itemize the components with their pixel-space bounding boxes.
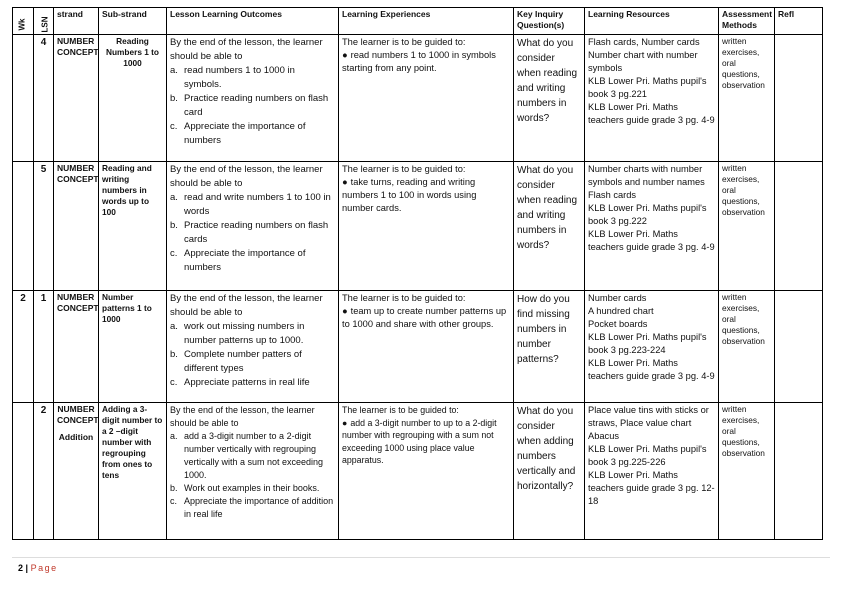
- experience-text: take turns, reading and writing numbers 1 to 100 in words using number cards.: [342, 177, 477, 213]
- reflection-cell[interactable]: [775, 403, 823, 540]
- outcome-item: [170, 92, 335, 120]
- outcomes-intro: By the end of the lesson, the learner should be able to: [170, 37, 323, 62]
- assessment-item: questions,: [722, 325, 760, 335]
- assessment-cell: [719, 403, 775, 540]
- header-week-label: Wk: [17, 18, 27, 31]
- outcome-item: [170, 120, 335, 148]
- assessment-item: observation: [722, 448, 765, 458]
- assessment-cell: [719, 291, 775, 403]
- outcomes-intro: By the end of the lesson, the learner should be able to: [170, 164, 323, 189]
- bullet-icon: ●: [342, 306, 348, 316]
- outcome-marker: c.: [170, 121, 178, 132]
- assessment-item: written: [722, 292, 747, 302]
- resources-cell: [585, 403, 719, 540]
- lesson-cell: 5: [34, 162, 54, 291]
- experience-text: read numbers 1 to 1000 in symbols starting from any point.: [342, 50, 496, 73]
- outcomes-list: [170, 430, 335, 521]
- substrand-cell: Number patterns 1 to 1000: [99, 291, 167, 403]
- header-outcomes: Lesson Learning Outcomes: [167, 8, 339, 35]
- assessment-item: oral: [722, 58, 736, 68]
- bullet-icon: ●: [342, 50, 348, 60]
- outcomes-cell: [167, 291, 339, 403]
- header-strand: strand: [54, 8, 99, 35]
- header-assessment: Assessment Methods: [719, 8, 775, 35]
- outcome-marker: c.: [170, 496, 178, 506]
- resource-item: KLB Lower Pri. Maths pupil's book 3 pg.223-224: [588, 332, 707, 355]
- outcome-item: [170, 191, 335, 219]
- inquiry-cell: What do you consider when reading and writing numbers in words?: [514, 162, 585, 291]
- assessment-item: oral: [722, 185, 736, 195]
- outcome-item: [170, 482, 335, 495]
- resource-item: Flash cards, Number cards: [588, 37, 700, 47]
- resource-item: KLB Lower Pri. Maths teachers guide grade 3 pg. 4-9: [588, 102, 715, 125]
- header-lesson-label: LSN: [40, 16, 50, 33]
- bullet-icon: ●: [342, 417, 348, 428]
- resource-item: KLB Lower Pri. Maths teachers guide grade 3 pg. 4-9: [588, 358, 715, 381]
- experience-cell: [339, 291, 514, 403]
- lesson-cell: 4: [34, 35, 54, 162]
- strand-cell: [54, 403, 99, 540]
- experience-cell: [339, 403, 514, 540]
- outcome-item: [170, 247, 335, 275]
- outcomes-cell: [167, 35, 339, 162]
- bullet-icon: ●: [342, 177, 348, 187]
- outcome-item: [170, 495, 335, 521]
- outcome-text: Practice reading numbers on flash cards: [184, 220, 329, 245]
- outcome-marker: b.: [170, 483, 178, 493]
- outcome-text: read and write numbers 1 to 100 in words: [184, 192, 331, 217]
- resource-item: KLB Lower Pri. Maths teachers guide grade 3 pg. 4-9: [588, 229, 715, 252]
- reflection-cell[interactable]: [775, 35, 823, 162]
- experience-cell: [339, 162, 514, 291]
- header-reflection: Refl: [775, 8, 823, 35]
- outcome-marker: c.: [170, 377, 178, 388]
- scheme-of-work-table: [12, 7, 823, 540]
- outcome-text: work out missing numbers in number patterns up to 1000.: [184, 321, 305, 346]
- assessment-item: exercises,: [722, 47, 760, 57]
- reflection-cell[interactable]: [775, 162, 823, 291]
- outcome-marker: a.: [170, 431, 178, 441]
- outcome-item: [170, 376, 335, 390]
- resource-item: KLB Lower Pri. Maths pupil's book 3 pg.221: [588, 76, 707, 99]
- resources-cell: [585, 291, 719, 403]
- assessment-item: observation: [722, 80, 765, 90]
- lesson-cell: 1: [34, 291, 54, 403]
- experience-item: [342, 417, 510, 467]
- outcomes-cell: [167, 162, 339, 291]
- resource-item: Number cards: [588, 293, 647, 303]
- reflection-cell[interactable]: [775, 291, 823, 403]
- outcome-text: Practice reading numbers on flash card: [184, 93, 329, 118]
- header-week: [13, 8, 34, 35]
- outcome-text: Complete number patters of different types: [184, 349, 302, 374]
- inquiry-cell: What do you consider when adding numbers vertically and horizontally?: [514, 403, 585, 540]
- outcome-marker: b.: [170, 220, 178, 231]
- outcomes-list: [170, 191, 335, 275]
- outcome-text: Appreciate the importance of addition in real life: [184, 496, 334, 519]
- outcome-item: [170, 64, 335, 92]
- strand-cell: NUMBER CONCEPT: [54, 162, 99, 291]
- lesson-cell: 2: [34, 403, 54, 540]
- assessment-item: questions,: [722, 69, 760, 79]
- table-row: [13, 291, 823, 403]
- experience-intro: The learner is to be guided to:: [342, 293, 466, 303]
- table-row: [13, 35, 823, 162]
- assessment-item: exercises,: [722, 174, 760, 184]
- assessment-item: observation: [722, 336, 765, 346]
- outcome-marker: b.: [170, 93, 178, 104]
- assessment-item: exercises,: [722, 303, 760, 313]
- strand-cell: NUMBER CONCEPT: [54, 291, 99, 403]
- week-cell: 2: [13, 291, 34, 403]
- resource-item: Place value tins with sticks or straws, Place value chart: [588, 405, 709, 428]
- assessment-cell: [719, 162, 775, 291]
- inquiry-cell: How do you find missing numbers in number patterns?: [514, 291, 585, 403]
- resources-cell: [585, 35, 719, 162]
- inquiry-cell: What do you consider when reading and writing numbers in words?: [514, 35, 585, 162]
- table-row: [13, 403, 823, 540]
- outcomes-list: [170, 320, 335, 390]
- outcome-item: [170, 219, 335, 247]
- header-substrand: Sub-strand: [99, 8, 167, 35]
- page-number: 2: [18, 563, 24, 573]
- resource-item: KLB Lower Pri. Maths pupil's book 3 pg.225-226: [588, 444, 707, 467]
- outcome-marker: a.: [170, 65, 178, 76]
- assessment-item: written: [722, 163, 747, 173]
- experience-item: [342, 176, 510, 215]
- assessment-item: written: [722, 404, 747, 414]
- assessment-item: oral: [722, 314, 736, 324]
- outcome-marker: c.: [170, 248, 178, 259]
- header-resources: Learning Resources: [585, 8, 719, 35]
- experience-text: team up to create number patterns up to 1000 and share with other groups.: [342, 306, 507, 329]
- week-cell: [13, 403, 34, 540]
- assessment-item: exercises,: [722, 415, 760, 425]
- strand-cell: NUMBER CONCEPT: [54, 35, 99, 162]
- experience-cell: [339, 35, 514, 162]
- experience-intro: The learner is to be guided to:: [342, 164, 466, 174]
- outcomes-list: [170, 64, 335, 148]
- outcome-marker: b.: [170, 349, 178, 360]
- page-footer: [18, 563, 58, 573]
- experience-intro: The learner is to be guided to:: [342, 37, 466, 47]
- outcome-text: read numbers 1 to 1000 in symbols.: [184, 65, 295, 90]
- assessment-item: questions,: [722, 196, 760, 206]
- resources-cell: [585, 162, 719, 291]
- outcome-marker: a.: [170, 192, 178, 203]
- assessment-cell: [719, 35, 775, 162]
- experience-intro: The learner is to be guided to:: [342, 405, 459, 415]
- substrand-cell: Reading and writing numbers in words up to 100: [99, 162, 167, 291]
- week-cell: [13, 35, 34, 162]
- week-cell: [13, 162, 34, 291]
- page-word: Page: [30, 563, 58, 573]
- footer-divider: [12, 557, 830, 558]
- resource-item: Flash cards: [588, 190, 637, 200]
- resource-item: A hundred chart: [588, 306, 654, 316]
- outcome-item: [170, 348, 335, 376]
- outcomes-cell: [167, 403, 339, 540]
- resource-item: Pocket boards: [588, 319, 648, 329]
- substrand-cell: Adding a 3-digit number to a 2 –digit number with regrouping from ones to tens: [99, 403, 167, 540]
- outcome-item: [170, 430, 335, 482]
- outcome-item: [170, 320, 335, 348]
- assessment-item: oral: [722, 426, 736, 436]
- strand-topic: Addition: [58, 432, 94, 442]
- header-experiences: Learning Experiences: [339, 8, 514, 35]
- outcome-text: Work out examples in their books.: [184, 483, 320, 493]
- resource-item: KLB Lower Pri. Maths teachers guide grade 3 pg. 12-18: [588, 470, 715, 506]
- resource-item: Number charts with number symbols and number names: [588, 164, 705, 187]
- experience-item: [342, 49, 510, 75]
- strand-name: NUMBER CONCEPT: [57, 404, 99, 425]
- substrand-cell: Reading Numbers 1 to 1000: [99, 35, 167, 162]
- footer-separator: |: [25, 563, 29, 573]
- assessment-item: written: [722, 36, 747, 46]
- resource-item: Abacus: [588, 431, 620, 441]
- outcomes-intro: By the end of the lesson, the learner should be able to: [170, 293, 323, 318]
- resource-item: KLB Lower Pri. Maths pupil's book 3 pg.222: [588, 203, 707, 226]
- outcomes-intro: By the end of the lesson, the learner should be able to: [170, 405, 315, 428]
- outcome-text: Appreciate the importance of numbers: [184, 121, 306, 146]
- table-header-row: [13, 8, 823, 35]
- table-row: [13, 162, 823, 291]
- outcome-text: add a 3-digit number to a 2-digit number vertically with regrouping vertically with a sum not exceeding 1000.: [184, 431, 324, 480]
- assessment-item: observation: [722, 207, 765, 217]
- outcome-text: Appreciate the importance of numbers: [184, 248, 306, 273]
- header-lesson: [34, 8, 54, 35]
- outcome-text: Appreciate patterns in real life: [184, 377, 310, 388]
- assessment-item: questions,: [722, 437, 760, 447]
- resource-item: Number chart with number symbols: [588, 50, 698, 73]
- experience-item: [342, 305, 510, 331]
- header-inquiry: Key Inquiry Question(s): [514, 8, 585, 35]
- experience-text: add a 3-digit number to up to a 2-digit number with regrouping with a sum not exceeding 1000 using place value apparatus.: [342, 417, 497, 465]
- outcome-marker: a.: [170, 321, 178, 332]
